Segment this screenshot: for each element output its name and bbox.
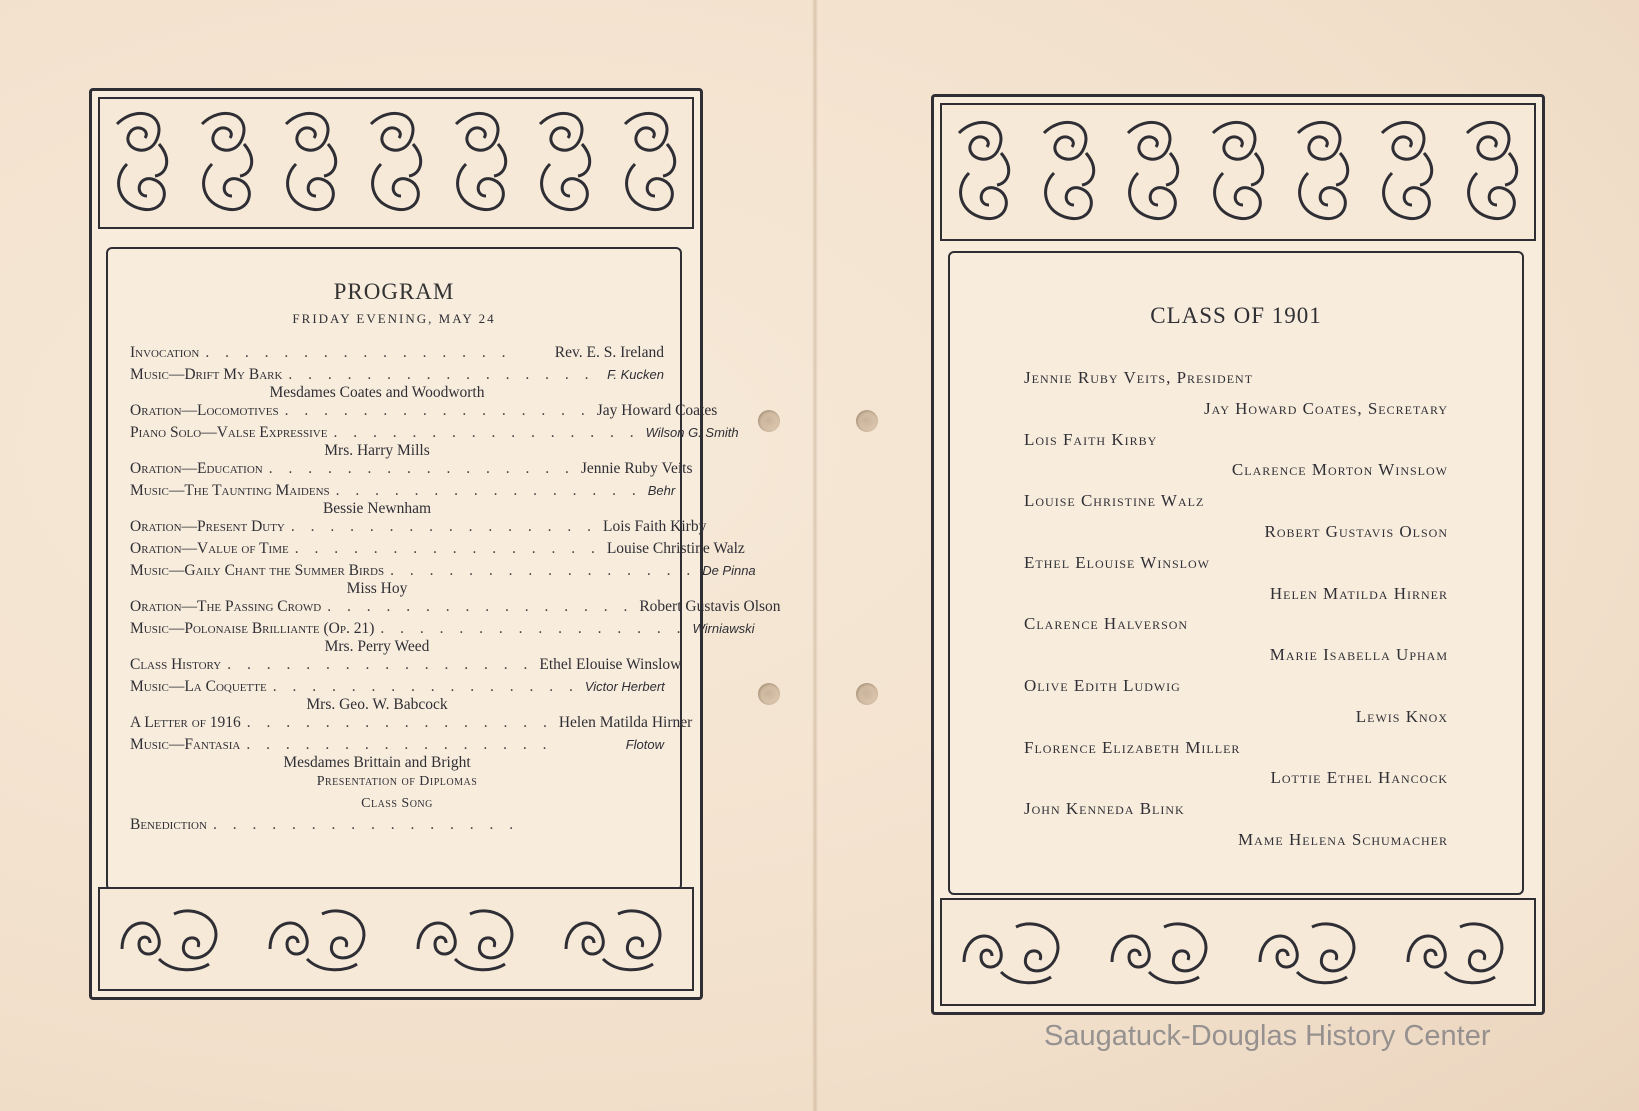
leader-dots: . . . . . . . . . . . . . . . . xyxy=(227,656,534,673)
program-subtitle: FRIDAY EVENING, MAY 24 xyxy=(292,311,496,326)
class-song: Class Song xyxy=(361,796,433,811)
leader-dots: . . . . . . . . . . . . . . . . xyxy=(390,562,697,579)
class-member: Louise Christine Walz xyxy=(1024,491,1205,511)
program-performer: Mesdames Brittain and Bright xyxy=(283,754,471,771)
program-item: Music—La Coquette xyxy=(130,678,267,695)
program-row xyxy=(130,597,781,616)
leader-dots: . . . . . . . . . . . . . . . . xyxy=(272,678,579,695)
punch-hole xyxy=(856,410,878,432)
class-member: Jennie Ruby Veits, President xyxy=(1024,368,1254,387)
leader-dots: . . . . . . . . . . . . . . . . xyxy=(268,460,575,477)
punch-hole xyxy=(758,683,780,705)
program-row xyxy=(130,459,693,478)
program-item: Oration—The Passing Crowd xyxy=(130,598,322,615)
program-item: Oration—Locomotives xyxy=(130,402,279,419)
program-item: Oration—Education xyxy=(130,460,263,477)
leader-dots: . . . . . . . . . . . . . . . . xyxy=(246,714,553,731)
program-participant: Helen Matilda Hirner xyxy=(558,714,693,731)
leader-dots: . . . . . . . . . . . . . . . . xyxy=(333,424,640,441)
program-row xyxy=(130,619,755,638)
top-ornament-band xyxy=(940,103,1536,241)
program-item: Class History xyxy=(130,656,222,673)
leader-dots: . . . . . . . . . . . . . . . . xyxy=(335,482,642,499)
program-composer: Wirniawski xyxy=(692,621,755,636)
class-member: Lois Faith Kirby xyxy=(1024,429,1158,449)
scroll-ornament-icon xyxy=(956,910,1076,994)
program-item: A Letter of 1916 xyxy=(130,714,241,731)
scroll-ornament-icon xyxy=(1288,111,1358,233)
program-row xyxy=(130,655,682,674)
program-participant: Ethel Elouise Winslow xyxy=(539,656,682,673)
class-member: Jay Howard Coates, Secretary xyxy=(1204,398,1448,418)
scroll-ornament-icon xyxy=(530,104,600,222)
program-participant: Louise Christine Walz xyxy=(606,540,745,557)
class-member: Clarence Halverson xyxy=(1024,614,1189,634)
program-item: Music—Fantasia xyxy=(130,736,241,753)
leader-dots: . . . . . . . . . . . . . . . . xyxy=(212,816,520,833)
program-composer: F. Kucken xyxy=(607,367,664,382)
program-item: Music—Drift My Bark xyxy=(130,366,283,383)
program-row xyxy=(130,735,664,754)
scroll-ornament-icon xyxy=(949,111,1019,233)
benediction-row xyxy=(130,815,664,834)
program-composer: Wilson G. Smith xyxy=(645,425,739,440)
program-item: Music—The Taunting Maidens xyxy=(130,482,330,499)
leader-dots: . . . . . . . . . . . . . . . . xyxy=(380,620,687,637)
bottom-ornament-band xyxy=(940,898,1536,1006)
leader-dots: . . . . . . . . . . . . . . . . xyxy=(290,518,598,535)
class-member: Clarence Morton Winslow xyxy=(1231,460,1448,480)
program-composer: Victor Herbert xyxy=(584,679,665,694)
scroll-ornament-icon xyxy=(361,104,431,222)
program-list xyxy=(130,343,781,834)
class-roster xyxy=(1024,363,1448,856)
program-row xyxy=(130,517,707,536)
scroll-ornament-icon xyxy=(615,104,685,222)
program-performer: Mesdames Coates and Woodworth xyxy=(269,384,485,401)
program-row xyxy=(130,561,756,580)
program-row xyxy=(130,713,693,732)
class-page xyxy=(931,94,1545,1015)
leader-dots: . . . . . . . . . . . . . . . . xyxy=(284,402,591,419)
class-frame xyxy=(948,251,1524,895)
program-performer: Mrs. Perry Weed xyxy=(324,638,430,655)
scroll-ornament-icon xyxy=(1203,111,1273,233)
scroll-ornament-icon xyxy=(114,899,234,979)
scroll-ornament-icon xyxy=(1104,910,1224,994)
leader-dots: . . . . . . . . . . . . . . . . xyxy=(246,736,553,753)
program-composer: Flotow xyxy=(625,737,664,752)
center-fold xyxy=(812,0,818,1111)
scroll-ornament-icon xyxy=(192,104,262,222)
leader-dots: . . . . . . . . . . . . . . . . xyxy=(288,366,595,383)
program-title: PROGRAM xyxy=(333,279,455,304)
class-member: Robert Gustavis Olson xyxy=(1264,521,1448,541)
program-participant: Robert Gustavis Olson xyxy=(639,598,781,615)
scroll-ornament-icon xyxy=(1400,910,1520,994)
scroll-ornament-icon xyxy=(107,104,177,222)
program-item: Music—Polonaise Brilliante (Op. 21) xyxy=(130,620,375,637)
top-ornament-band xyxy=(98,97,694,229)
program-performer: Miss Hoy xyxy=(346,580,408,597)
bottom-ornament-band xyxy=(98,887,694,991)
program-item: Oration—Value of Time xyxy=(130,540,289,557)
class-member: Olive Edith Ludwig xyxy=(1024,675,1181,695)
program-participant: Jay Howard Coates xyxy=(596,402,718,419)
scroll-ornament-icon xyxy=(446,104,516,222)
leader-dots: . . . . . . . . . . . . . . . . xyxy=(205,344,512,361)
program-row xyxy=(130,423,739,442)
class-member: Lottie Ethel Hancock xyxy=(1270,768,1448,788)
program-performer: Mrs. Harry Mills xyxy=(324,442,430,459)
scroll-ornament-icon xyxy=(1118,111,1188,233)
program-row xyxy=(130,481,676,500)
leader-dots: . . . . . . . . . . . . . . . . xyxy=(294,540,601,557)
scroll-ornament-icon xyxy=(276,104,346,222)
scroll-ornament-icon xyxy=(1457,111,1527,233)
punch-hole xyxy=(856,683,878,705)
class-member: Florence Elizabeth Miller xyxy=(1024,737,1241,757)
program-row xyxy=(130,365,664,384)
program-composer: De Pinna xyxy=(702,563,756,578)
program-performer: Bessie Newnham xyxy=(322,500,432,517)
program-row xyxy=(130,677,664,696)
program-performer: Mrs. Geo. W. Babcock xyxy=(306,696,448,713)
leader-dots: . . . . . . . . . . . . . . . . xyxy=(327,598,634,615)
program-row xyxy=(130,343,664,362)
program-row xyxy=(130,539,745,558)
class-member: Ethel Elouise Winslow xyxy=(1024,552,1210,572)
scroll-ornament-icon xyxy=(1252,910,1372,994)
class-member: Marie Isabella Upham xyxy=(1269,645,1448,665)
program-item: Invocation xyxy=(130,344,200,361)
program-composer: Behr xyxy=(647,483,676,498)
scroll-ornament-icon xyxy=(262,899,382,979)
scroll-ornament-icon xyxy=(410,899,530,979)
program-participant: Rev. E. S. Ireland xyxy=(554,344,664,361)
presentation-of-diplomas: Presentation of Diplomas xyxy=(316,774,478,789)
benediction-label: Benediction xyxy=(130,816,207,833)
program-item: Oration—Present Duty xyxy=(130,518,285,535)
class-member: John Kenneda Blink xyxy=(1024,799,1185,819)
class-title: CLASS OF 1901 xyxy=(1150,303,1322,328)
class-member: Helen Matilda Hirner xyxy=(1269,583,1448,603)
scroll-ornament-icon xyxy=(1372,111,1442,233)
scroll-ornament-icon xyxy=(558,899,678,979)
program-item: Music—Gaily Chant the Summer Birds xyxy=(130,562,385,579)
class-member: Lewis Knox xyxy=(1355,706,1448,726)
program-page xyxy=(89,88,781,1000)
program-participant: Lois Faith Kirby xyxy=(603,518,707,535)
class-member: Mame Helena Schumacher xyxy=(1237,829,1448,849)
program-frame xyxy=(106,247,781,891)
program-participant: Jennie Ruby Veits xyxy=(580,460,693,477)
program-item: Piano Solo—Valse Expressive xyxy=(130,424,328,441)
program-row xyxy=(130,401,718,420)
punch-hole xyxy=(758,410,780,432)
watermark: Saugatuck-Douglas History Center xyxy=(1044,1020,1491,1052)
scroll-ornament-icon xyxy=(1034,111,1104,233)
